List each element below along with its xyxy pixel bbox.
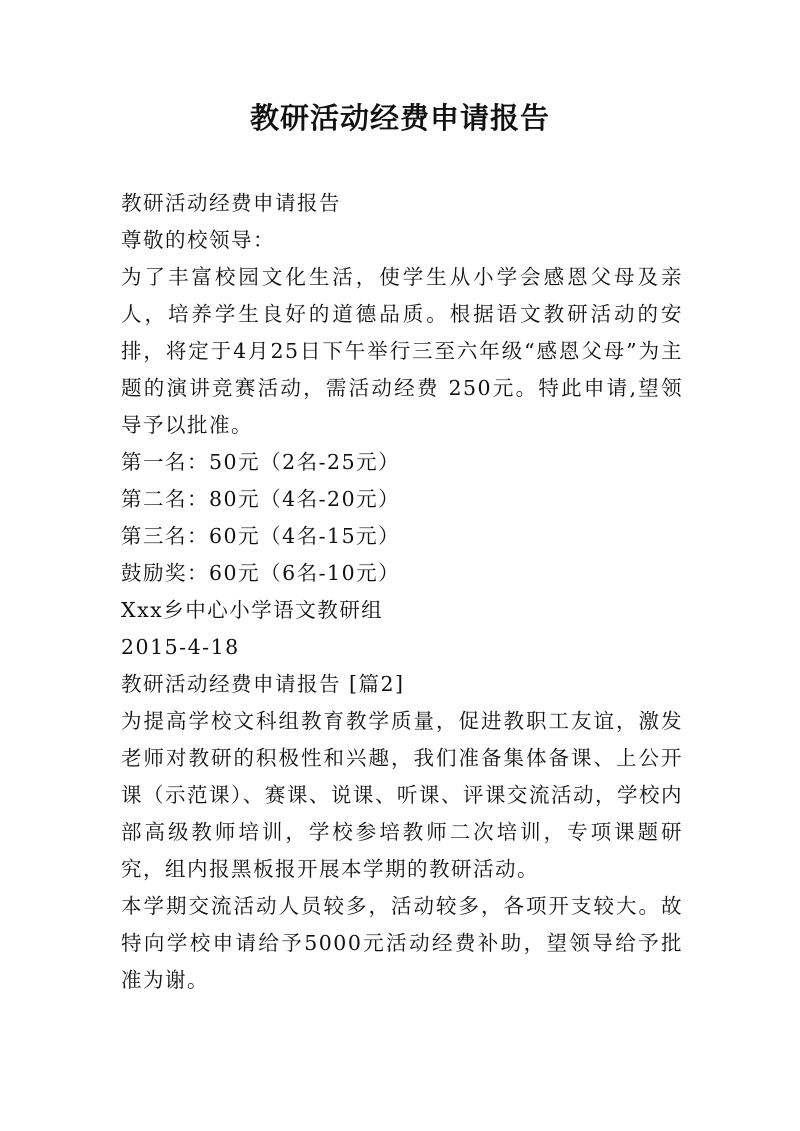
document-body — [121, 185, 683, 999]
prize-third: 第三名：60元（4名-15元） — [121, 524, 401, 548]
signature-date: 2015-4-18 — [121, 635, 240, 659]
section-heading-2: 教研活动经费申请报告 [篇2] — [121, 672, 405, 696]
report-heading: 教研活动经费申请报告 — [121, 191, 341, 215]
salutation: 尊敬的校领导： — [121, 228, 275, 252]
prize-first: 第一名：50元（2名-25元） — [121, 450, 401, 474]
funding-paragraph: 本学期交流活动人员较多，活动较多，各项开支较大。故特向学校申请给予5000元活动经费补助，望领导给予批准为谢。 — [121, 894, 683, 992]
request-paragraph: 为了丰富校园文化生活，使学生从小学会感恩父母及亲人，培养学生良好的道德品质。根据语文教研活动的安排，将定于4月25日下午举行三至六年级“感恩父母”为主题的演讲竞赛活动，需活动经费 250元。特此申请,望领导予以批准。 — [121, 265, 683, 437]
prize-second: 第二名：80元（4名-20元） — [121, 487, 401, 511]
prize-encouragement: 鼓励奖：60元（6名-10元） — [121, 561, 401, 585]
activities-paragraph: 为提高学校文科组教育教学质量，促进教职工友谊，激发老师对教研的积极性和兴趣，我们准备集体备课、上公开课（示范课）、赛课、说课、听课、评课交流活动，学校内部高级教师培训，学校参培教师二次培训，专项课题研究，组内报黑板报开展本学期的教研活动。 — [121, 709, 683, 881]
document-title: 教研活动经费申请报告 — [249, 101, 550, 135]
signature-group: Xxx乡中心小学语文教研组 — [121, 598, 384, 622]
